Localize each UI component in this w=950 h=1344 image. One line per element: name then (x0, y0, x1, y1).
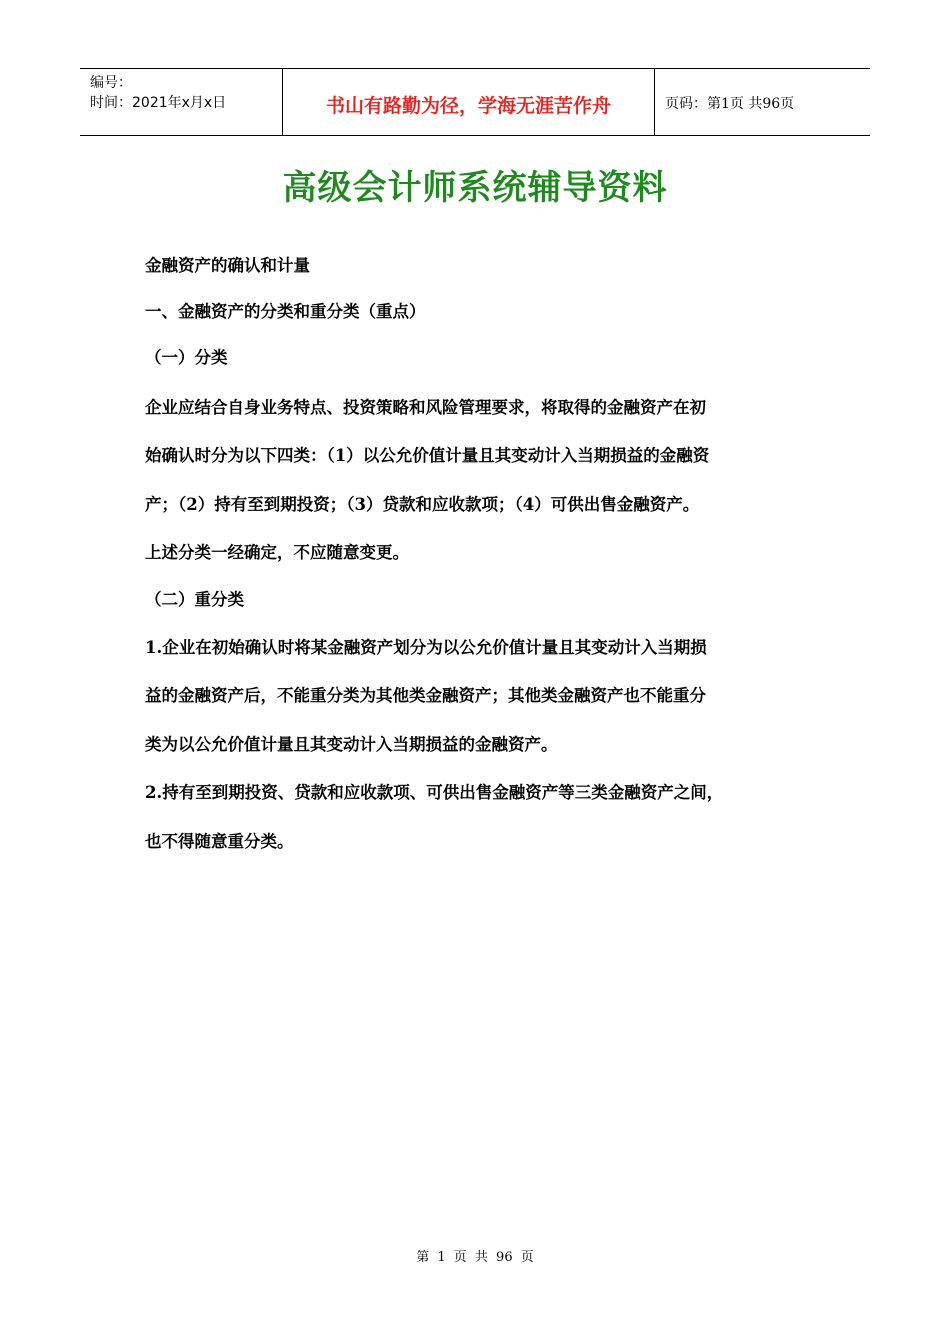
section-heading: 金融资产的确认和计量 (145, 256, 310, 275)
paragraph-line: 也不得随意重分类。 (145, 832, 294, 851)
paragraph-line: 类为以公允价值计量且其变动计入当期损益的金融资产。 (145, 735, 558, 754)
paragraph-line: 2.持有至到期投资、贷款和应收款项、可供出售金融资产等三类金融资产之间， (145, 783, 724, 802)
document-header (80, 68, 870, 136)
subsection-heading: （一）分类 (145, 348, 228, 367)
document-number-label: 编号： (90, 75, 132, 91)
paragraph-line: 上述分类一经确定，不应随意变更。 (145, 543, 409, 562)
header-motto: 书山有路勤为径，学海无涯苦作舟 (282, 69, 655, 135)
page-footer: 第 1 页 共 96 页 (416, 1250, 534, 1265)
paragraph-line: 产；（2）持有至到期投资；（3）贷款和应收款项；（4）可供出售金融资产。 (145, 495, 700, 514)
paragraph-line: 企业应结合自身业务特点、投资策略和风险管理要求，将取得的金融资产在初 (145, 398, 706, 417)
document-date-label: 时间：2021年x月x日 (90, 95, 227, 111)
document-title: 高级会计师系统辅导资料 (282, 168, 668, 208)
paragraph-line: 1.企业在初始确认时将某金融资产划分为以公允价值计量且其变动计入当期损 (145, 638, 707, 657)
header-meta (80, 69, 282, 135)
section-heading: 一、金融资产的分类和重分类（重点） (145, 302, 426, 321)
header-page-info: 页码：第1页 共96页 (665, 96, 795, 112)
paragraph-line: 始确认时分为以下四类：（1）以公允价值计量且其变动计入当期损益的金融资 (145, 446, 710, 465)
paragraph-line: 益的金融资产后，不能重分类为其他类金融资产；其他类金融资产也不能重分 (145, 686, 706, 705)
subsection-heading: （二）重分类 (145, 590, 244, 609)
